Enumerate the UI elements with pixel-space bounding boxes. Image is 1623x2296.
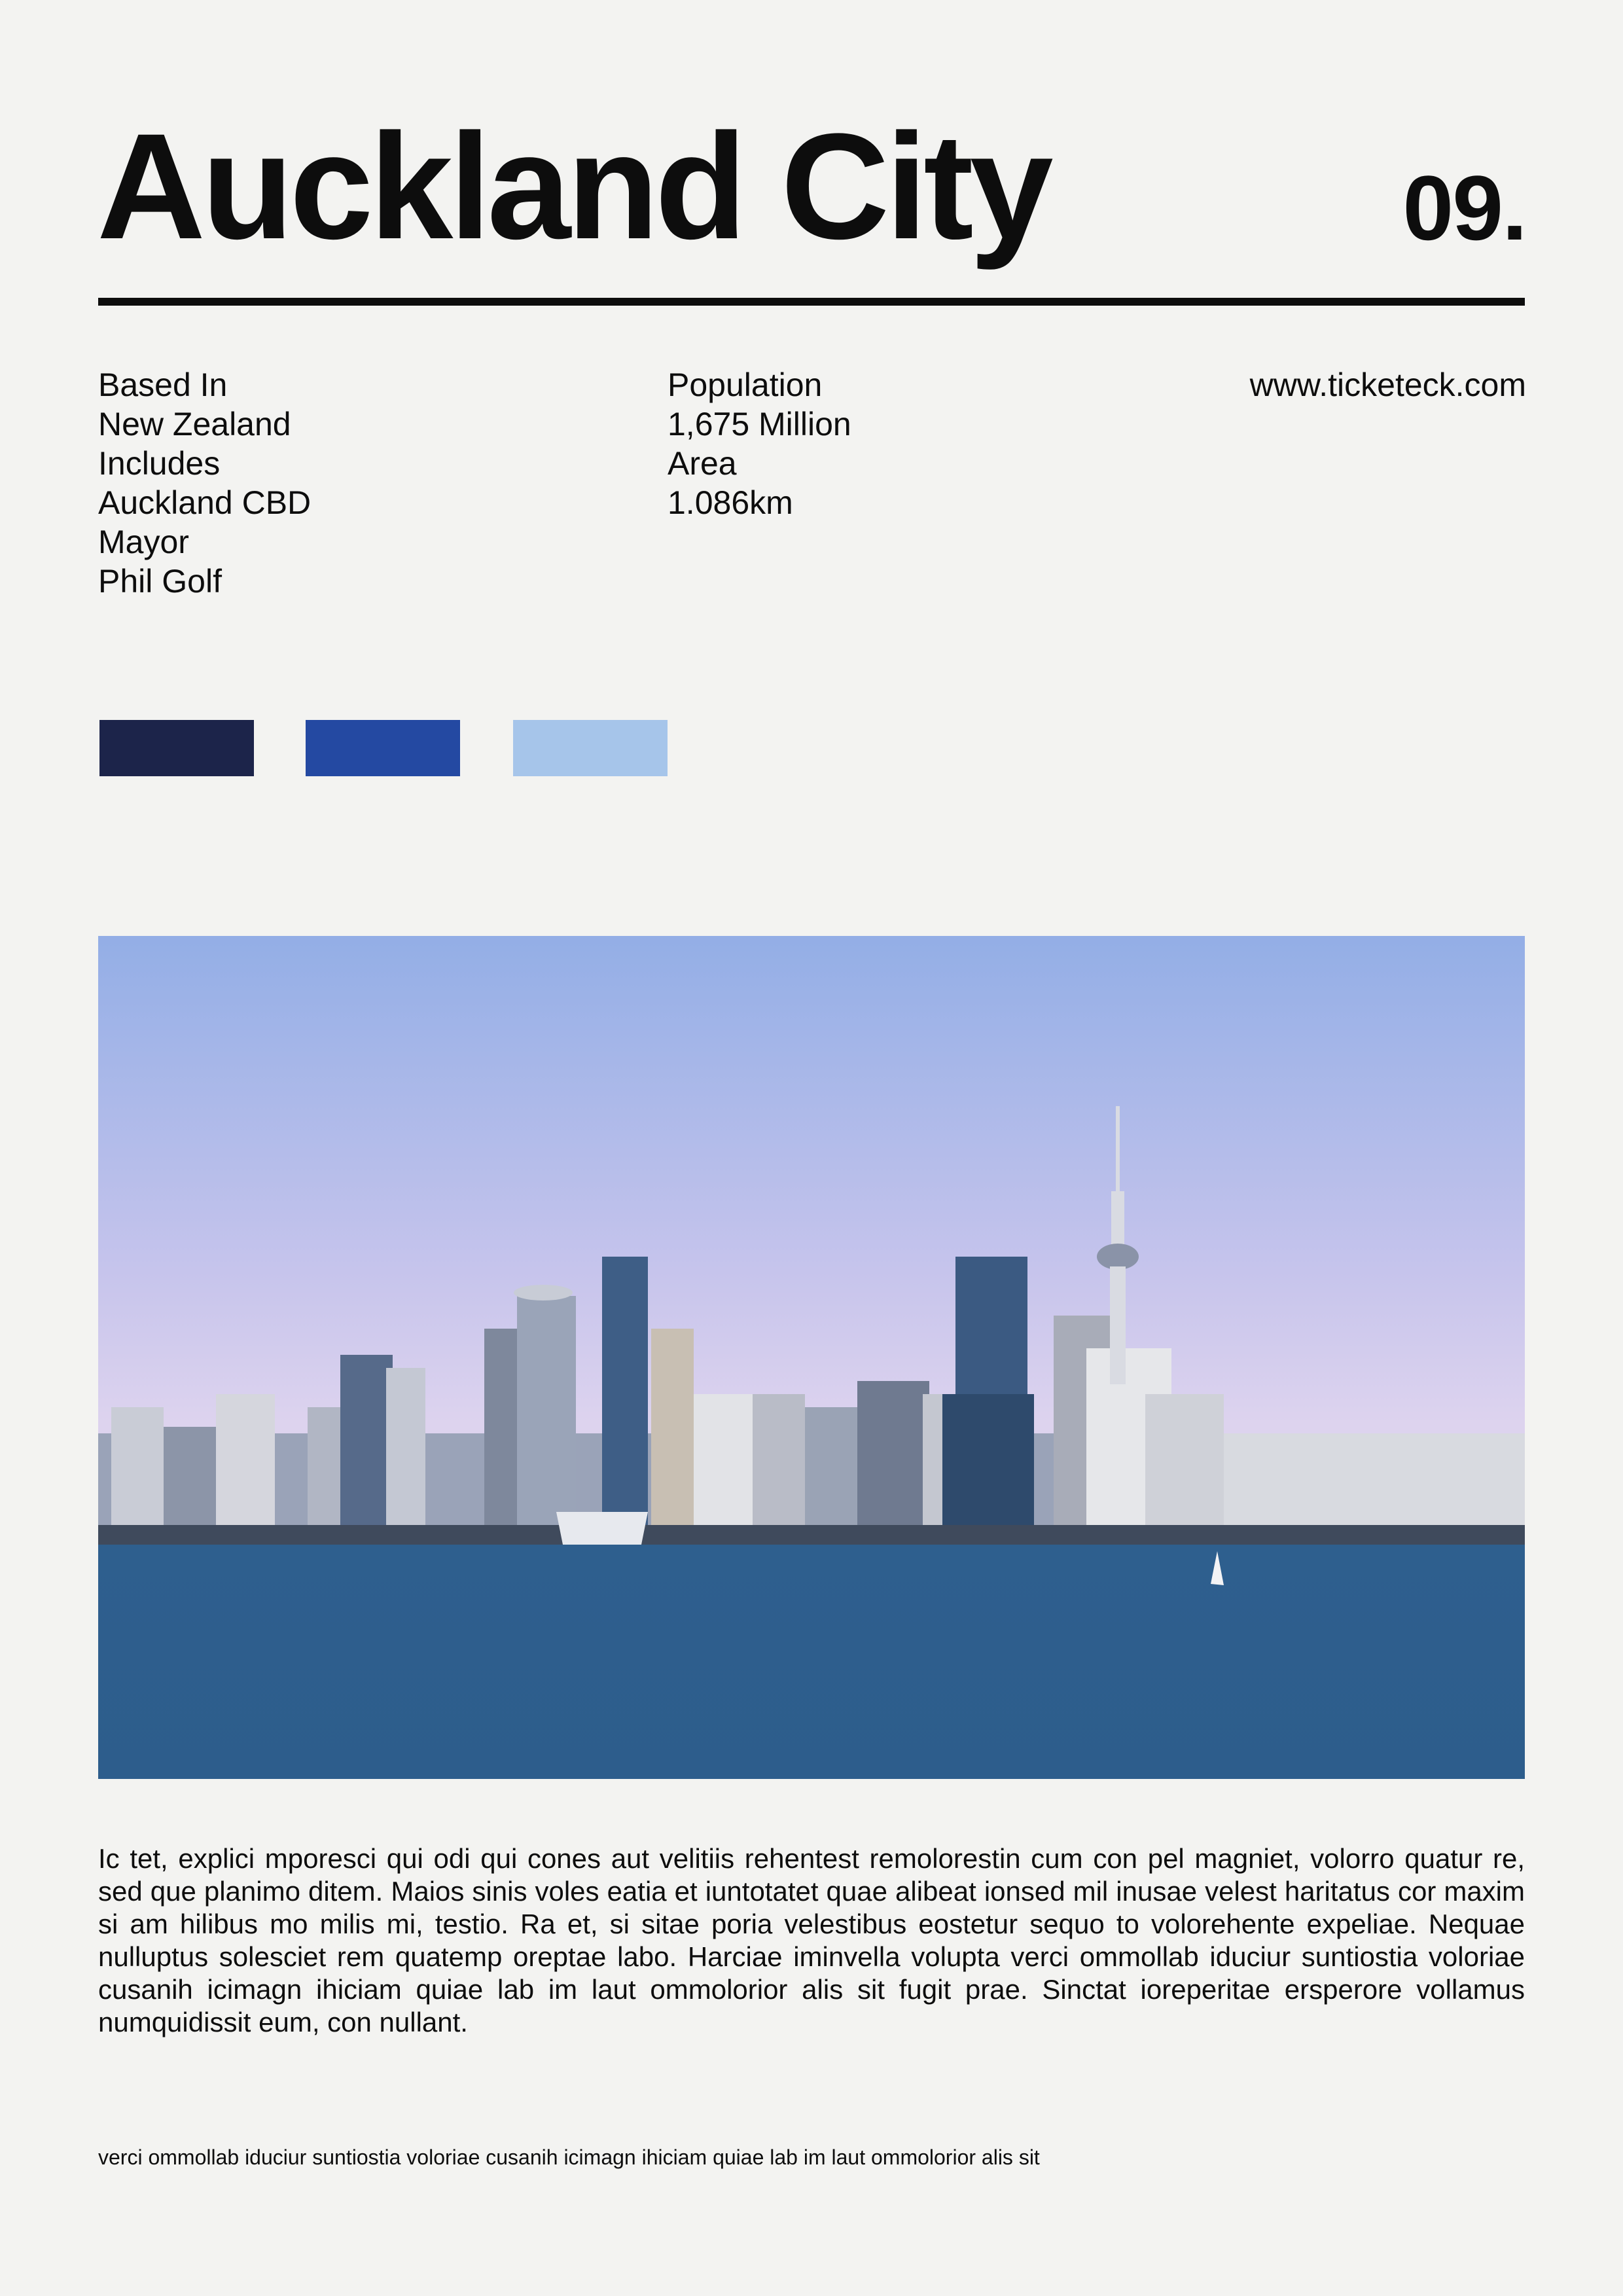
- info-value-mayor: Phil Golf: [98, 563, 222, 600]
- color-swatch-navy: [99, 720, 254, 776]
- website-link[interactable]: www.ticketeck.com: [1249, 367, 1526, 403]
- info-column-location: [98, 365, 311, 601]
- info-label-mayor: Mayor: [98, 524, 189, 560]
- auckland-skyline-photo: [98, 936, 1525, 1779]
- info-column-stats: [668, 365, 851, 522]
- info-label-population: Population: [668, 367, 823, 403]
- color-swatch-light-blue: [513, 720, 668, 776]
- info-value-country: New Zealand: [98, 406, 291, 442]
- page-number: 09.: [1402, 156, 1526, 259]
- info-label-based-in: Based In: [98, 367, 228, 403]
- page-title: Auckland City: [97, 102, 1050, 270]
- info-value-area: 1.086km: [668, 484, 793, 521]
- ship: [556, 1512, 648, 1545]
- info-value-district: Auckland CBD: [98, 484, 312, 521]
- harbour-water: [98, 1545, 1525, 1779]
- skyline-illustration: [98, 936, 1525, 1779]
- info-label-includes: Includes: [98, 445, 221, 482]
- footer-caption: verci ommollab iduciur suntiostia voloriae cusanih icimagn ihiciam quiae lab im laut ommolorior alis sit: [98, 2145, 1040, 2169]
- color-swatch-blue: [306, 720, 460, 776]
- waterfront: [98, 1525, 1525, 1545]
- title-divider: [98, 298, 1525, 306]
- body-paragraph: Ic tet, explici mporesci qui odi qui cones aut velitiis rehentest remolorestin cum con pel magniet, volorro quatur re, sed que planimo ditem. Maios sinis voles eatia et iuntotatet quae alibeat ionsed mil inusae velest haritatus cor maxim si am hilibus mo milis mi, testio. Ra et, si sitae poria velestibus eostetur sequo to volorehente expeliae. Nequae nulluptus solesciet rem quatemp oreptae labo. Harciae iminvella volupta verci ommollab iduciur suntiostia voloriae cusanih icimagn ihiciam quiae lab im laut ommolorior alis sit fugit prae. Sinctat ioreperitae ersperore vollamus numquidissit eum, con nullant.: [98, 1843, 1525, 2037]
- info-label-area: Area: [668, 445, 737, 482]
- info-value-population: 1,675 Million: [668, 406, 851, 442]
